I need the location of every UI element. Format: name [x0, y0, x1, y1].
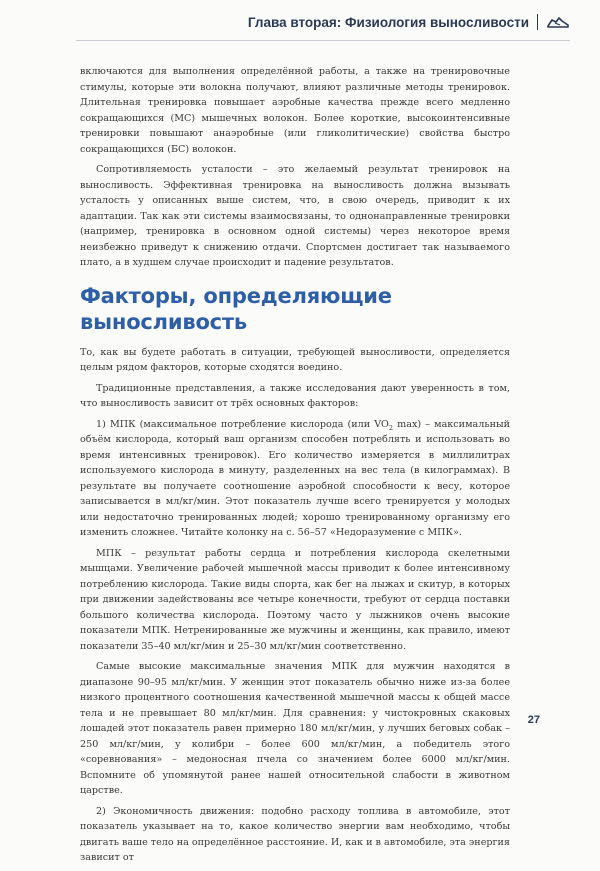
chapter-title: Глава вторая: Физиология выносливости	[247, 14, 529, 30]
section-title: Факторы, определяющие выносливость	[80, 283, 392, 334]
paragraph-vo2max	[80, 417, 510, 541]
paragraph: Сопротивляемость усталости – это желаемый результат тренировок на выносливость. Эффективная тренировка на выносливость должна вызывать усталость у описанных выше систем, что, в свою очередь, приводит к их адаптации. Так как эти системы взаимосвязаны, то однонаправленные тренировки (например, тренировка в основном одной системы) через некоторое время неизбежно приведут к снижению отдачи. Спортсмен достигает так называемого плато, а в худшем случае происходит и падение результатов.	[80, 164, 510, 268]
paragraph: включаются для выполнения определённой работы, а также на тренировочные стимулы, которые эти волокна получают, влияют различные методы тренировок. Длительная тренировка повышает аэробные качества прежде всего медленно сокращающихся (МС) мышечных волокон. Более короткие, высокоинтенсивные тренировки повышают анаэробные (или гликолитические) свойства быстро сокращающихся (БС) волокон.	[80, 66, 510, 155]
header-separator	[537, 14, 538, 30]
paragraph: Самые высокие максимальные значения МПК для мужчин находятся в диапазоне 90–95 мл/кг/мин. У женщин этот показатель обычно ниже из-за более низкого процентного соотношения качественной мышечной массы к общей массе тела и не превышает 80 мл/кг/мин. Для сравнения: у чистокровных скаковых лошадей этот показатель равен примерно 180 мл/кг/мин, у лучших беговых собак – 250 мл/кг/мин, у колибри – более 600 мл/кг/мин, а победитель этого «соревнования» – медоносная пчела со значением более 6000 мл/кг/мин. Вспомните об упомянутой ранее нашей относительной слабости в животном царстве.	[80, 661, 510, 796]
paragraph: То, как вы будете работать в ситуации, требующей выносливости, определяется целым рядом факторов, которые сходятся воедино.	[80, 346, 510, 373]
text-run: 1) МПК (максимальное потребление кислорода (или VO	[96, 418, 389, 430]
page-number: 27	[527, 714, 540, 726]
text-run: max) – максимальный объём кислорода, который ваш организм способен потреблять и использовать во время интенсивных тренировок). Его количество измеряется в миллилитрах используемого кислорода в минуту, разделенных на вес тела (в килограммах). В результате вы получаете соотношение аэробной способности к весу, которое записывается в мл/кг/мин. Этот показатель лучше всего тренируется у молодых или недостаточно тренированных людей; хорошо тренированному организму его изменить сложнее. Читайте колонку на с. 56–57 «Недоразумение с МПК».	[80, 418, 510, 538]
paragraph: 2) Экономичность движения: подобно расходу топлива в автомобиле, этот показатель указывает на то, какое количество энергии вам необходимо, чтобы двигать ваше тело на определённое расстояние. И, как и в автомобиле, эта энергия зависит от	[80, 805, 510, 863]
header-rule	[76, 40, 570, 41]
runner-shoe-icon	[546, 14, 570, 30]
paragraph: МПК – результат работы сердца и потребления кислорода скелетными мышцами. Увеличение рабочей мышечной массы приводит к более интенсивному потреблению кислорода. Такие виды спорта, как бег на лыжах и скитур, в которых при движении задействованы все четыре конечности, требуют от сердца поставки большого количества кислорода. Поэтому часто у лыжников очень высокие показатели МПК. Нетренированные же мужчины и женщины, как правило, имеют показатели 35–40 мл/кг/мин и 25–30 мл/кг/мин соответственно.	[80, 547, 510, 652]
paragraph: Традиционные представления, а также исследования дают уверенность в том, что выносливость зависит от трёх основных факторов:	[80, 382, 510, 409]
subscript: 2	[388, 423, 394, 432]
running-head	[248, 14, 570, 30]
